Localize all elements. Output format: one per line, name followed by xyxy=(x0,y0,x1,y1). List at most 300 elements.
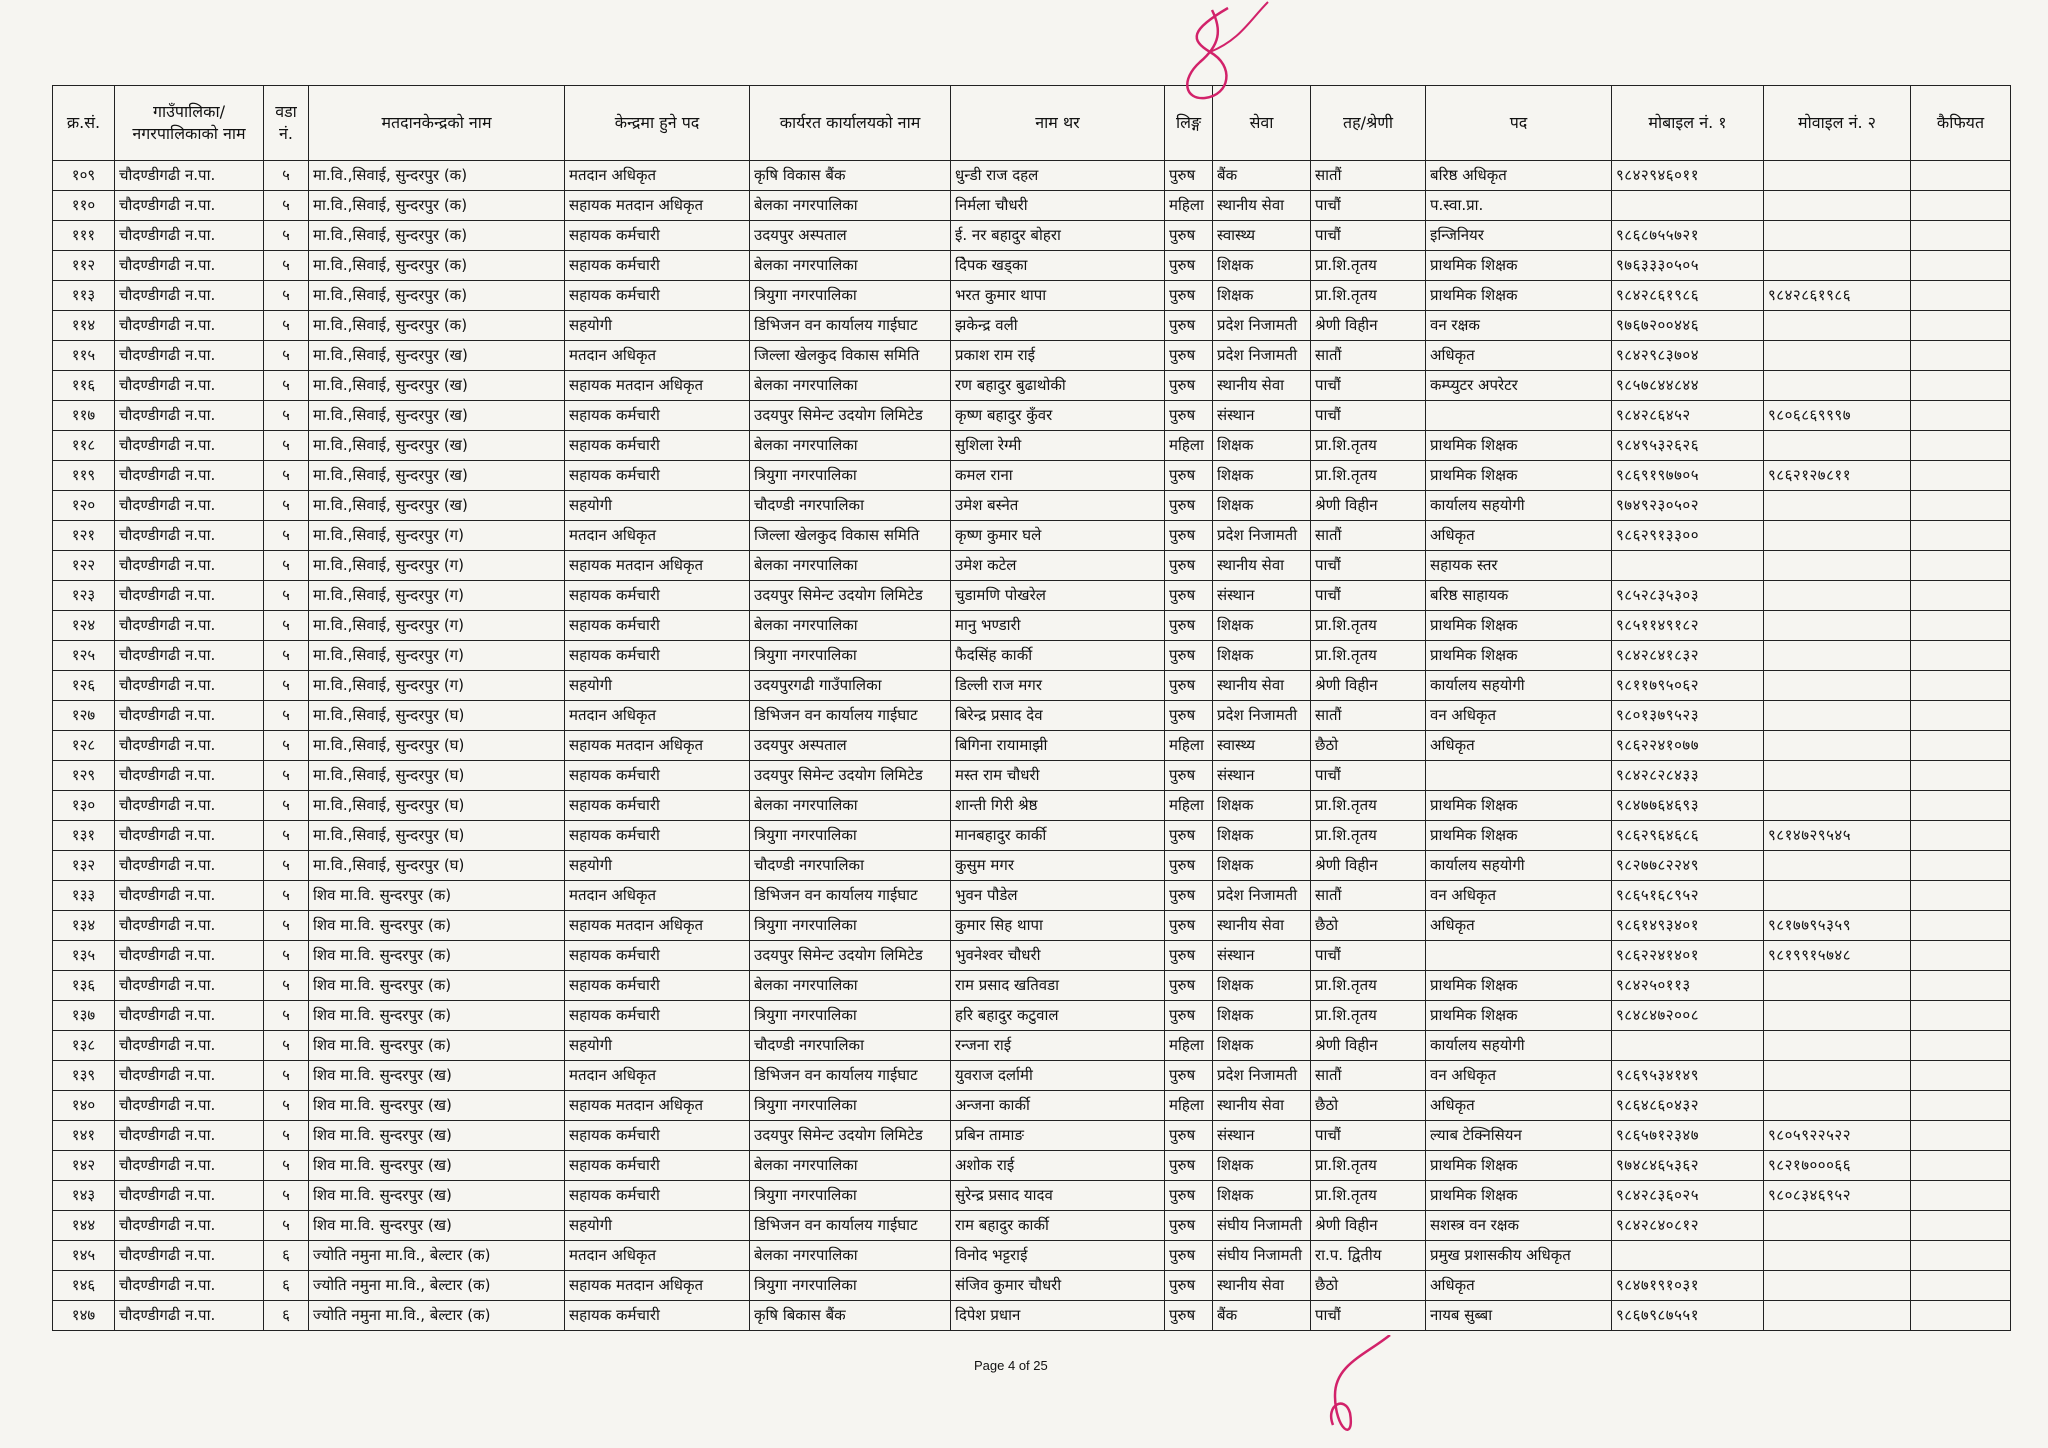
table-cell: शिव मा.वि. सुन्दरपुर (क) xyxy=(309,881,565,911)
table-cell: प.स्वा.प्रा. xyxy=(1426,191,1612,221)
table-cell: मा.वि.,सिवाई, सुन्दरपुर (ग) xyxy=(309,521,565,551)
table-cell: छैठो xyxy=(1311,1271,1426,1301)
table-cell xyxy=(1764,341,1911,371)
table-cell xyxy=(1764,191,1911,221)
table-cell: संस्थान xyxy=(1213,1121,1311,1151)
table-cell: चौदण्डीगढी न.पा. xyxy=(115,521,264,551)
table-cell: शिक्षक xyxy=(1213,281,1311,311)
table-cell: चौदण्डीगढी न.पा. xyxy=(115,221,264,251)
table-cell: निर्मला चौधरी xyxy=(951,191,1165,221)
table-cell: छैठो xyxy=(1311,731,1426,761)
table-cell: मा.वि.,सिवाई, सुन्दरपुर (ग) xyxy=(309,581,565,611)
table-cell: महिला xyxy=(1165,731,1213,761)
table-cell: कृष्ण बहादुर कुँवर xyxy=(951,401,1165,431)
table-cell: १४६ xyxy=(53,1271,115,1301)
table-cell: वन अधिकृत xyxy=(1426,1061,1612,1091)
table-cell: वन रक्षक xyxy=(1426,311,1612,341)
table-cell: प्रा.शि.तृतय xyxy=(1311,281,1426,311)
table-row xyxy=(53,581,2011,611)
remarks-cell xyxy=(1911,551,2011,581)
table-cell: बैंक xyxy=(1213,161,1311,191)
table-cell: १४३ xyxy=(53,1181,115,1211)
table-cell xyxy=(1764,551,1911,581)
table-cell: ९८४२९४६०११ xyxy=(1612,161,1764,191)
table-cell: चौदण्डीगढी न.पा. xyxy=(115,1211,264,1241)
table-cell: त्रियुगा नगरपालिका xyxy=(750,1001,951,1031)
table-cell: सहायक कर्मचारी xyxy=(565,1151,750,1181)
table-cell: ९८६७९८७५५१ xyxy=(1612,1301,1764,1331)
table-cell: शिक्षक xyxy=(1213,461,1311,491)
table-cell: प्रदेश निजामती xyxy=(1213,701,1311,731)
table-cell: सहायक मतदान अधिकृत xyxy=(565,1091,750,1121)
table-cell: १३२ xyxy=(53,851,115,881)
table-cell: सहायक कर्मचारी xyxy=(565,251,750,281)
remarks-cell xyxy=(1911,611,2011,641)
table-cell xyxy=(1764,521,1911,551)
table-cell: श्रेणी विहीन xyxy=(1311,311,1426,341)
table-cell: संस्थान xyxy=(1213,401,1311,431)
table-cell: पाचौं xyxy=(1311,401,1426,431)
table-cell: प्रा.शि.तृतय xyxy=(1311,1181,1426,1211)
table-cell: सहयोगी xyxy=(565,851,750,881)
table-cell: चौदण्डीगढी न.पा. xyxy=(115,161,264,191)
table-cell: पुरुष xyxy=(1165,1061,1213,1091)
table-cell: ९७६७२००४४६ xyxy=(1612,311,1764,341)
table-cell: सातौं xyxy=(1311,521,1426,551)
table-cell: ५ xyxy=(264,821,309,851)
table-cell xyxy=(1612,1241,1764,1271)
table-cell: ५ xyxy=(264,1181,309,1211)
table-cell: प्राथमिक शिक्षक xyxy=(1426,971,1612,1001)
table-cell: संस्थान xyxy=(1213,941,1311,971)
table-cell: स्थानीय सेवा xyxy=(1213,911,1311,941)
table-cell: ५ xyxy=(264,881,309,911)
table-cell: ९८४२८४०८१२ xyxy=(1612,1211,1764,1241)
header-mobile2: मोवाइल नं. २ xyxy=(1764,86,1911,161)
table-row xyxy=(53,851,2011,881)
table-cell: १४१ xyxy=(53,1121,115,1151)
table-cell: शिव मा.वि. सुन्दरपुर (ख) xyxy=(309,1211,565,1241)
table-cell: मा.वि.,सिवाई, सुन्दरपुर (ख) xyxy=(309,461,565,491)
table-cell: पुरुष xyxy=(1165,221,1213,251)
table-cell: ज्योति नमुना मा.वि., बेल्टार (क) xyxy=(309,1241,565,1271)
table-cell: संघीय निजामती xyxy=(1213,1241,1311,1271)
table-cell: शिक्षक xyxy=(1213,1151,1311,1181)
table-cell: विनोद भट्टराई xyxy=(951,1241,1165,1271)
table-cell: कार्यालय सहयोगी xyxy=(1426,671,1612,701)
table-cell: पुरुष xyxy=(1165,611,1213,641)
table-cell: छैठो xyxy=(1311,911,1426,941)
table-cell: ९८६२९१३३०० xyxy=(1612,521,1764,551)
table-cell: ५ xyxy=(264,161,309,191)
table-cell: शिव मा.वि. सुन्दरपुर (क) xyxy=(309,911,565,941)
handwritten-eight-icon xyxy=(1150,0,1270,110)
table-cell: मा.वि.,सिवाई, सुन्दरपुर (घ) xyxy=(309,731,565,761)
remarks-cell xyxy=(1911,251,2011,281)
table-cell: सहयोगी xyxy=(565,311,750,341)
table-row xyxy=(53,1301,2011,1331)
table-cell: १३५ xyxy=(53,941,115,971)
table-cell: ९८६९१९७७०५ xyxy=(1612,461,1764,491)
table-cell: ५ xyxy=(264,1031,309,1061)
table-cell: फैदसिंह कार्की xyxy=(951,641,1165,671)
table-cell: सहायक कर्मचारी xyxy=(565,821,750,851)
table-cell: ११६ xyxy=(53,371,115,401)
table-cell: ५ xyxy=(264,1091,309,1121)
table-cell: ९७६३३३०५०५ xyxy=(1612,251,1764,281)
remarks-cell xyxy=(1911,851,2011,881)
remarks-cell xyxy=(1911,461,2011,491)
table-cell xyxy=(1764,1031,1911,1061)
table-cell: कुसुम मगर xyxy=(951,851,1165,881)
table-cell: शिक्षक xyxy=(1213,1031,1311,1061)
table-cell: प्राथमिक शिक्षक xyxy=(1426,461,1612,491)
table-cell: चौदण्डीगढी न.पा. xyxy=(115,1271,264,1301)
table-cell: कार्यालय सहयोगी xyxy=(1426,1031,1612,1061)
table-cell: मानु भण्डारी xyxy=(951,611,1165,641)
table-cell: पुरुष xyxy=(1165,521,1213,551)
table-cell: उदयपुरगढी गाउँपालिका xyxy=(750,671,951,701)
table-cell: चौदण्डीगढी न.पा. xyxy=(115,551,264,581)
table-cell: मतदान अधिकृत xyxy=(565,881,750,911)
table-cell: चौदण्डीगढी न.पा. xyxy=(115,431,264,461)
table-cell: राम बहादुर कार्की xyxy=(951,1211,1165,1241)
table-cell: ६ xyxy=(264,1301,309,1331)
table-cell: भुवनेश्वर चौधरी xyxy=(951,941,1165,971)
table-cell xyxy=(1764,791,1911,821)
remarks-cell xyxy=(1911,521,2011,551)
table-cell: मा.वि.,सिवाई, सुन्दरपुर (ग) xyxy=(309,611,565,641)
table-cell: ज्योति नमुना मा.वि., बेल्टार (क) xyxy=(309,1271,565,1301)
table-cell: सहयोगी xyxy=(565,671,750,701)
table-cell: मतदान अधिकृत xyxy=(565,1241,750,1271)
table-row xyxy=(53,431,2011,461)
table-cell: सहायक कर्मचारी xyxy=(565,221,750,251)
table-cell: पुरुष xyxy=(1165,641,1213,671)
table-cell: चौदण्डीगढी न.पा. xyxy=(115,1151,264,1181)
table-cell: रा.प. द्वितीय xyxy=(1311,1241,1426,1271)
table-cell: मानबहादुर कार्की xyxy=(951,821,1165,851)
table-cell: प्रदेश निजामती xyxy=(1213,521,1311,551)
table-cell: पुरुष xyxy=(1165,881,1213,911)
table-cell xyxy=(1764,851,1911,881)
table-cell: प्राथमिक शिक्षक xyxy=(1426,1001,1612,1031)
table-cell: १४५ xyxy=(53,1241,115,1271)
remarks-cell xyxy=(1911,1271,2011,1301)
table-row xyxy=(53,491,2011,521)
table-cell: ११७ xyxy=(53,401,115,431)
table-cell: ५ xyxy=(264,941,309,971)
table-body xyxy=(53,161,2011,1331)
table-cell: छैठो xyxy=(1311,1091,1426,1121)
table-cell: धुन्डी राज दहल xyxy=(951,161,1165,191)
table-cell: सहायक स्तर xyxy=(1426,551,1612,581)
table-cell: पाचौं xyxy=(1311,221,1426,251)
table-cell: बेलका नगरपालिका xyxy=(750,791,951,821)
table-cell xyxy=(1612,551,1764,581)
table-cell: ५ xyxy=(264,701,309,731)
table-cell: ५ xyxy=(264,851,309,881)
table-cell: सहायक कर्मचारी xyxy=(565,641,750,671)
table-cell: सहायक मतदान अधिकृत xyxy=(565,731,750,761)
table-cell: पुरुष xyxy=(1165,1121,1213,1151)
table-cell: डिभिजन वन कार्यालय गाईघाट xyxy=(750,1211,951,1241)
table-cell: सातौं xyxy=(1311,341,1426,371)
table-cell xyxy=(1764,671,1911,701)
table-cell xyxy=(1764,1211,1911,1241)
table-cell: १२३ xyxy=(53,581,115,611)
table-cell: ई. नर बहादुर बोहरा xyxy=(951,221,1165,251)
table-cell: डिल्ली राज मगर xyxy=(951,671,1165,701)
table-cell: कृषि बिकास बैंक xyxy=(750,1301,951,1331)
table-cell: चौदण्डीगढी न.पा. xyxy=(115,581,264,611)
table-cell: मा.वि.,सिवाई, सुन्दरपुर (ख) xyxy=(309,341,565,371)
table-cell: कमल राना xyxy=(951,461,1165,491)
table-cell: ५ xyxy=(264,971,309,1001)
table-cell: सहायक मतदान अधिकृत xyxy=(565,191,750,221)
table-cell: सहायक कर्मचारी xyxy=(565,761,750,791)
table-cell: पुरुष xyxy=(1165,311,1213,341)
table-cell: सहयोगी xyxy=(565,1211,750,1241)
remarks-cell xyxy=(1911,581,2011,611)
table-cell: प्राथमिक शिक्षक xyxy=(1426,641,1612,671)
table-cell: ९८४२८४१८३२ xyxy=(1612,641,1764,671)
table-cell: अधिकृत xyxy=(1426,1091,1612,1121)
table-cell: युवराज दर्लामी xyxy=(951,1061,1165,1091)
header-ward: वडा नं. xyxy=(264,86,309,161)
table-cell: उदयपुर सिमेन्ट उदयोग लिमिटेड xyxy=(750,401,951,431)
table-cell: चौदण्डीगढी न.पा. xyxy=(115,251,264,281)
table-cell: शिव मा.वि. सुन्दरपुर (क) xyxy=(309,971,565,1001)
table-cell: अशोक राई xyxy=(951,1151,1165,1181)
table-cell: स्वास्थ्य xyxy=(1213,221,1311,251)
table-cell: प्रा.शि.तृतय xyxy=(1311,461,1426,491)
table-cell: बेलका नगरपालिका xyxy=(750,431,951,461)
table-cell xyxy=(1764,491,1911,521)
table-cell: चौदण्डीगढी न.पा. xyxy=(115,851,264,881)
table-cell: मा.वि.,सिवाई, सुन्दरपुर (क) xyxy=(309,311,565,341)
table-cell: प्रा.शि.तृतय xyxy=(1311,1001,1426,1031)
table-cell: प्राथमिक शिक्षक xyxy=(1426,1181,1612,1211)
table-cell xyxy=(1764,1301,1911,1331)
table-cell: त्रियुगा नगरपालिका xyxy=(750,461,951,491)
table-cell: महिला xyxy=(1165,1091,1213,1121)
table-cell: मा.वि.,सिवाई, सुन्दरपुर (क) xyxy=(309,161,565,191)
table-cell xyxy=(1764,881,1911,911)
table-cell: शिक्षक xyxy=(1213,791,1311,821)
table-cell: कृष्ण कुमार घले xyxy=(951,521,1165,551)
table-cell: कम्प्युटर अपरेटर xyxy=(1426,371,1612,401)
table-cell: भुवन पौडेल xyxy=(951,881,1165,911)
table-row xyxy=(53,221,2011,251)
remarks-cell xyxy=(1911,791,2011,821)
table-cell: मा.वि.,सिवाई, सुन्दरपुर (क) xyxy=(309,251,565,281)
table-cell: ९८४७१९१०३१ xyxy=(1612,1271,1764,1301)
table-cell: १३९ xyxy=(53,1061,115,1091)
remarks-cell xyxy=(1911,401,2011,431)
table-cell: ५ xyxy=(264,1061,309,1091)
table-cell: शिक्षक xyxy=(1213,1001,1311,1031)
remarks-cell xyxy=(1911,821,2011,851)
table-cell: १३६ xyxy=(53,971,115,1001)
table-cell: प्राथमिक शिक्षक xyxy=(1426,1151,1612,1181)
table-cell: १०९ xyxy=(53,161,115,191)
header-municipality: गाउँपालिका/नगरपालिकाको नाम xyxy=(115,86,264,161)
table-cell: मतदान अधिकृत xyxy=(565,521,750,551)
table-cell: स्थानीय सेवा xyxy=(1213,551,1311,581)
table-cell: कुमार सिह थापा xyxy=(951,911,1165,941)
table-cell: ५ xyxy=(264,551,309,581)
remarks-cell xyxy=(1911,191,2011,221)
table-cell: पाचौं xyxy=(1311,761,1426,791)
table-cell: अन्जना कार्की xyxy=(951,1091,1165,1121)
table-cell: ९८६२२४१४०१ xyxy=(1612,941,1764,971)
table-cell: सहायक कर्मचारी xyxy=(565,941,750,971)
table-cell: सहायक मतदान अधिकृत xyxy=(565,371,750,401)
table-cell xyxy=(1764,371,1911,401)
table-cell: प्रा.शि.तृतय xyxy=(1311,641,1426,671)
table-cell: प्राथमिक शिक्षक xyxy=(1426,251,1612,281)
table-cell: ५ xyxy=(264,371,309,401)
table-cell: पाचौं xyxy=(1311,941,1426,971)
table-cell: १४० xyxy=(53,1091,115,1121)
table-cell: त्रियुगा नगरपालिका xyxy=(750,641,951,671)
table-cell: १३८ xyxy=(53,1031,115,1061)
header-service: सेवा xyxy=(1213,86,1311,161)
table-cell: स्थानीय सेवा xyxy=(1213,1271,1311,1301)
table-cell: उदयपुर सिमेन्ट उदयोग लिमिटेड xyxy=(750,1121,951,1151)
table-cell: ५ xyxy=(264,401,309,431)
table-cell: पुरुष xyxy=(1165,1271,1213,1301)
table-cell: पुरुष xyxy=(1165,941,1213,971)
remarks-cell xyxy=(1911,491,2011,521)
table-cell: त्रियुगा नगरपालिका xyxy=(750,1091,951,1121)
table-cell: राम प्रसाद खतिवडा xyxy=(951,971,1165,1001)
remarks-cell xyxy=(1911,911,2011,941)
table-cell: ९८०१३७९५२३ xyxy=(1612,701,1764,731)
table-cell: चौदण्डी नगरपालिका xyxy=(750,1031,951,1061)
remarks-cell xyxy=(1911,761,2011,791)
table-cell: पुरुष xyxy=(1165,1301,1213,1331)
table-row xyxy=(53,281,2011,311)
table-cell: अधिकृत xyxy=(1426,731,1612,761)
table-cell: ९८४२५०११३ xyxy=(1612,971,1764,1001)
table-cell: ११४ xyxy=(53,311,115,341)
table-row xyxy=(53,1061,2011,1091)
table-cell: ९८६५७१२३४७ xyxy=(1612,1121,1764,1151)
table-cell: सहायक कर्मचारी xyxy=(565,1001,750,1031)
table-cell: १२८ xyxy=(53,731,115,761)
table-cell: ११३ xyxy=(53,281,115,311)
table-cell: वन अधिकृत xyxy=(1426,701,1612,731)
table-cell: ५ xyxy=(264,791,309,821)
table-cell: उदयपुर अस्पताल xyxy=(750,221,951,251)
table-row xyxy=(53,611,2011,641)
table-cell: मा.वि.,सिवाई, सुन्दरपुर (घ) xyxy=(309,851,565,881)
table-cell: सहायक कर्मचारी xyxy=(565,461,750,491)
table-row xyxy=(53,1091,2011,1121)
table-cell: ११८ xyxy=(53,431,115,461)
table-cell: संस्थान xyxy=(1213,761,1311,791)
table-cell: सहायक कर्मचारी xyxy=(565,1181,750,1211)
table-cell: शिव मा.वि. सुन्दरपुर (ख) xyxy=(309,1121,565,1151)
remarks-cell xyxy=(1911,881,2011,911)
table-cell: शिक्षक xyxy=(1213,851,1311,881)
remarks-cell xyxy=(1911,311,2011,341)
table-cell: प्रमुख प्रशासकीय अधिकृत xyxy=(1426,1241,1612,1271)
polling-staff-table xyxy=(52,85,2011,1331)
table-cell xyxy=(1764,1241,1911,1271)
table-row xyxy=(53,1001,2011,1031)
table-cell: ९८१४७२९५४५ xyxy=(1764,821,1911,851)
page-number: Page 4 of 25 xyxy=(974,1358,1048,1373)
table-row xyxy=(53,911,2011,941)
table-cell: चौदण्डीगढी न.पा. xyxy=(115,791,264,821)
remarks-cell xyxy=(1911,1031,2011,1061)
table-cell: सहायक मतदान अधिकृत xyxy=(565,551,750,581)
table-row xyxy=(53,161,2011,191)
table-row xyxy=(53,731,2011,761)
table-cell: ११२ xyxy=(53,251,115,281)
table-cell: प्रा.शि.तृतय xyxy=(1311,251,1426,281)
table-cell: वन अधिकृत xyxy=(1426,881,1612,911)
remarks-cell xyxy=(1911,1121,2011,1151)
table-cell: सहायक कर्मचारी xyxy=(565,431,750,461)
table-cell: सहायक कर्मचारी xyxy=(565,281,750,311)
table-row xyxy=(53,971,2011,1001)
table-row xyxy=(53,1271,2011,1301)
table-row xyxy=(53,641,2011,671)
table-cell: ५ xyxy=(264,521,309,551)
table-cell: चौदण्डी नगरपालिका xyxy=(750,851,951,881)
table-cell: पाचौं xyxy=(1311,581,1426,611)
table-cell: चौदण्डीगढी न.पा. xyxy=(115,761,264,791)
table-cell: ९८११७९५०६२ xyxy=(1612,671,1764,701)
table-cell: प्राथमिक शिक्षक xyxy=(1426,281,1612,311)
table-cell: ९८६४८६०४३२ xyxy=(1612,1091,1764,1121)
table-cell: मा.वि.,सिवाई, सुन्दरपुर (घ) xyxy=(309,821,565,851)
table-cell: सशस्त्र वन रक्षक xyxy=(1426,1211,1612,1241)
table-cell: डिभिजन वन कार्यालय गाईघाट xyxy=(750,701,951,731)
table-cell: ९८४७७६४६९३ xyxy=(1612,791,1764,821)
table-cell: ५ xyxy=(264,671,309,701)
table-cell: ९८४२८६१९८६ xyxy=(1612,281,1764,311)
table-cell: मस्त राम चौधरी xyxy=(951,761,1165,791)
table-cell: अधिकृत xyxy=(1426,341,1612,371)
remarks-cell xyxy=(1911,1001,2011,1031)
table-cell xyxy=(1764,581,1911,611)
table-cell: ९८५२८३५३०३ xyxy=(1612,581,1764,611)
table-cell xyxy=(1612,191,1764,221)
header-sn: क्र.सं. xyxy=(53,86,115,161)
table-cell: त्रियुगा नगरपालिका xyxy=(750,911,951,941)
table-cell: सहायक कर्मचारी xyxy=(565,791,750,821)
table-cell: १४४ xyxy=(53,1211,115,1241)
table-cell: कार्यालय सहयोगी xyxy=(1426,491,1612,521)
table-cell: मतदान अधिकृत xyxy=(565,161,750,191)
header-level: तह/श्रेणी xyxy=(1311,86,1426,161)
table-cell: ६ xyxy=(264,1271,309,1301)
table-cell: ९८४२८६१९८६ xyxy=(1764,281,1911,311)
table-cell: स्थानीय सेवा xyxy=(1213,671,1311,701)
table-cell: ९८६९५३४१४९ xyxy=(1612,1061,1764,1091)
remarks-cell xyxy=(1911,641,2011,671)
remarks-cell xyxy=(1911,371,2011,401)
table-cell: शिव मा.वि. सुन्दरपुर (क) xyxy=(309,1001,565,1031)
table-cell: हरि बहादुर कटुवाल xyxy=(951,1001,1165,1031)
table-cell: शिव मा.वि. सुन्दरपुर (ख) xyxy=(309,1181,565,1211)
table-cell: ९८५११४९१८२ xyxy=(1612,611,1764,641)
